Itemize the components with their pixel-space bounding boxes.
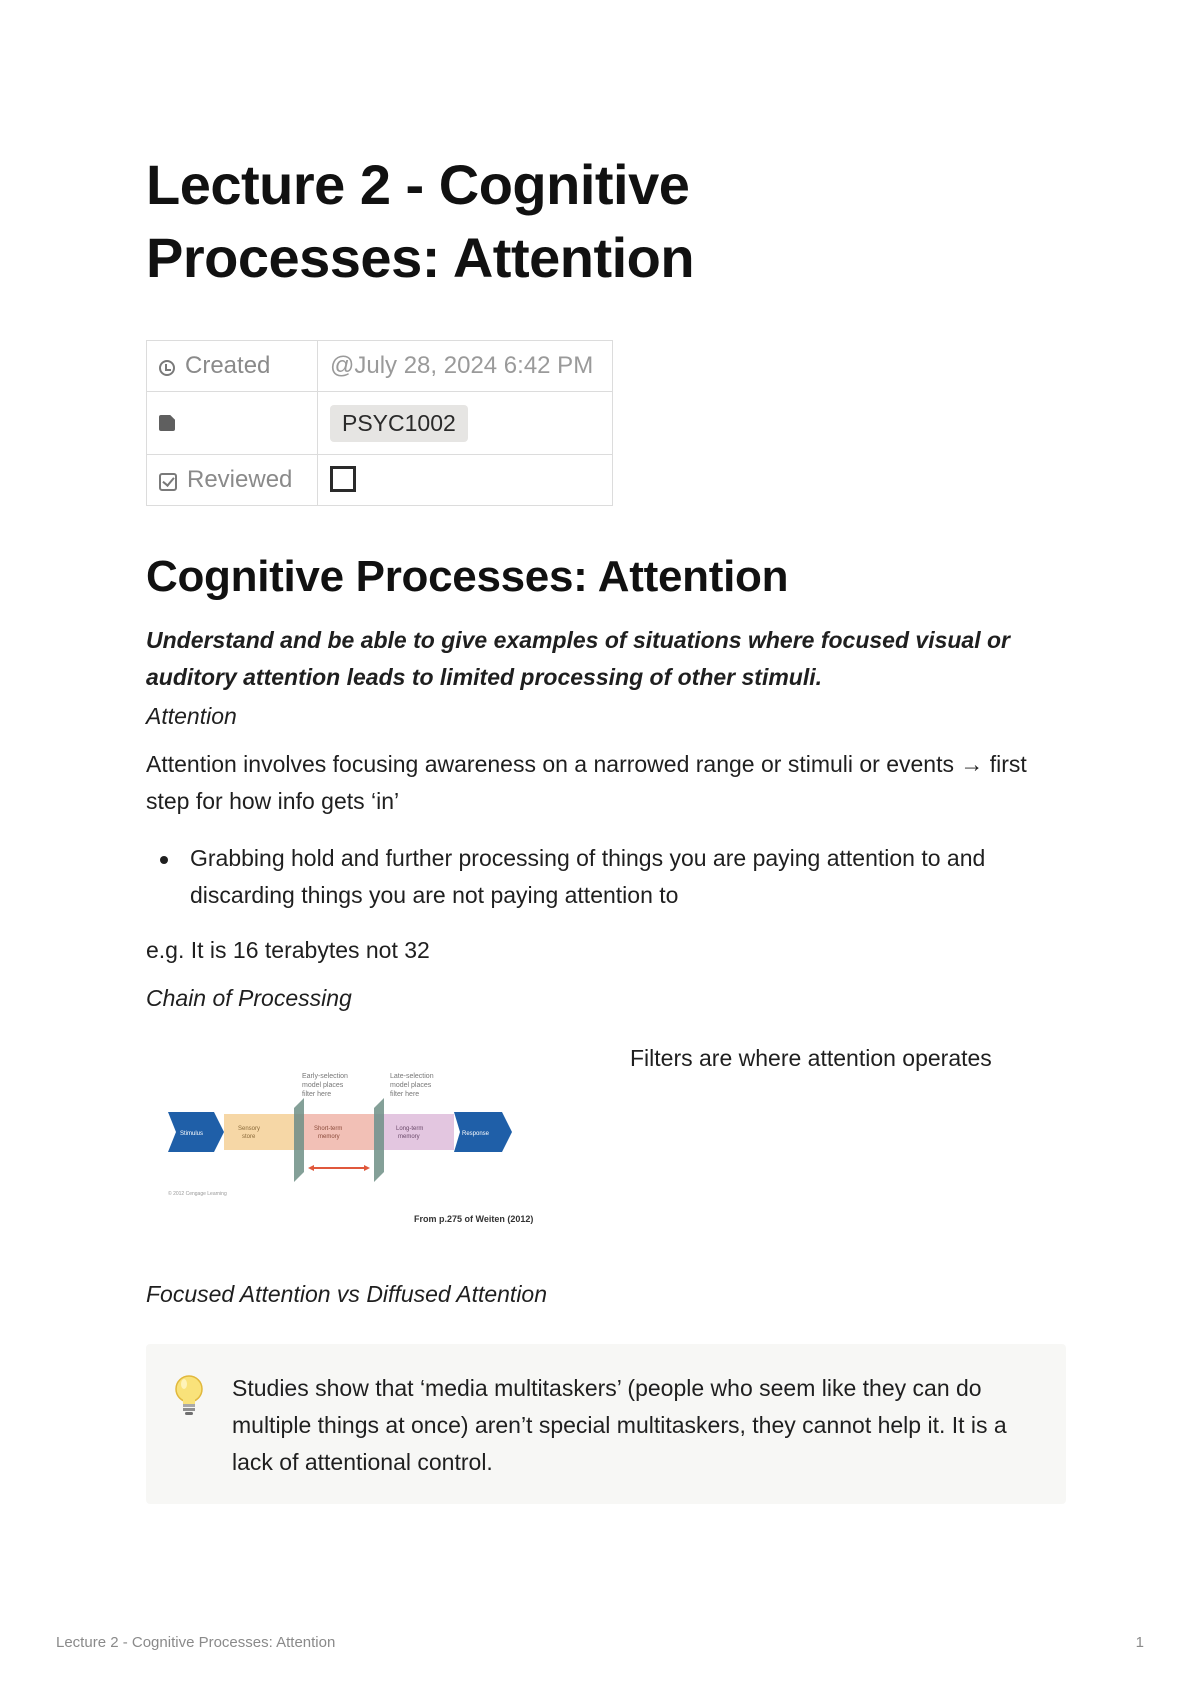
subheading-attention: Attention (146, 703, 237, 729)
svg-text:Response: Response (462, 1131, 490, 1137)
late-filter (374, 1098, 384, 1182)
stage-short-term-memory (294, 1114, 374, 1150)
svg-text:From p.275 of Weiten (2012): From p.275 of Weiten (2012) (414, 1214, 534, 1224)
subheading-chain: Chain of Processing (146, 985, 352, 1011)
svg-text:model places: model places (302, 1082, 344, 1089)
filter-label-early (302, 1073, 348, 1098)
bullet-text: Grabbing hold and further processing of things you are paying attention to and discarding things you are not paying attention to (190, 845, 986, 908)
callout-block (146, 1344, 1066, 1504)
svg-text:Early-selection: Early-selection (302, 1073, 348, 1080)
svg-text:© 2012 Cengage Learning: © 2012 Cengage Learning (168, 1191, 227, 1197)
callout-text: Studies show that ‘media multitaskers’ (people who seem like they can do multiple things at once) aren’t special multitaskers, they cannot help it. It is a lack of attentional control. (232, 1375, 1007, 1475)
svg-text:Sensory: Sensory (238, 1126, 261, 1132)
created-label: Created (185, 352, 271, 379)
stage-long-term-memory (374, 1114, 454, 1150)
svg-text:model places: model places (390, 1082, 432, 1089)
filter-label-late (390, 1073, 434, 1098)
chain-of-processing-diagram (168, 1070, 708, 1230)
early-filter (294, 1098, 304, 1182)
svg-text:Long-term: Long-term (396, 1126, 424, 1132)
properties-table (146, 340, 613, 506)
learning-objective: Understand and be able to give examples of situations where focused visual or auditory attention leads to limited processing of other stimuli. (146, 627, 1010, 690)
clock-icon (159, 360, 175, 376)
svg-text:filter here: filter here (302, 1091, 332, 1098)
filters-note: Filters are where attention operates (630, 1045, 992, 1071)
svg-text:Late-selection: Late-selection (390, 1073, 434, 1080)
lightbulb-icon (174, 1374, 204, 1418)
property-row-created (147, 341, 613, 392)
property-row-reviewed (147, 455, 613, 506)
checkbox-property-icon (159, 473, 177, 491)
svg-text:memory: memory (318, 1134, 340, 1140)
course-tag[interactable]: PSYC1002 (330, 405, 468, 442)
reviewed-checkbox[interactable] (330, 466, 356, 492)
subheading-focused: Focused Attention vs Diffused Attention (146, 1281, 548, 1307)
reviewed-label: Reviewed (187, 466, 293, 493)
svg-text:filter here: filter here (390, 1091, 420, 1098)
footer-title: Lecture 2 - Cognitive Processes: Attention (56, 1634, 336, 1651)
section-heading: Cognitive Processes: Attention (146, 552, 789, 601)
list-item (146, 840, 1066, 914)
attention-definition: Attention involves focusing awareness on a narrowed range or stimuli or events → first step for how info gets ‘in’ (146, 751, 1027, 814)
page-title: Lecture 2 - Cognitive Processes: Attention (146, 153, 695, 289)
bullet-dot (160, 856, 168, 864)
tag-icon (159, 415, 175, 431)
created-value[interactable]: @July 28, 2024 6:42 PM (318, 341, 613, 392)
stage-sensory-store (224, 1114, 294, 1150)
svg-text:Short-term: Short-term (314, 1126, 343, 1132)
svg-text:store: store (242, 1134, 256, 1140)
svg-text:memory: memory (398, 1134, 420, 1140)
page-number: 1 (1135, 1634, 1144, 1651)
property-row-tag (147, 392, 613, 455)
example-text: e.g. It is 16 terabytes not 32 (146, 937, 430, 963)
svg-text:Stimulus: Stimulus (180, 1131, 204, 1137)
